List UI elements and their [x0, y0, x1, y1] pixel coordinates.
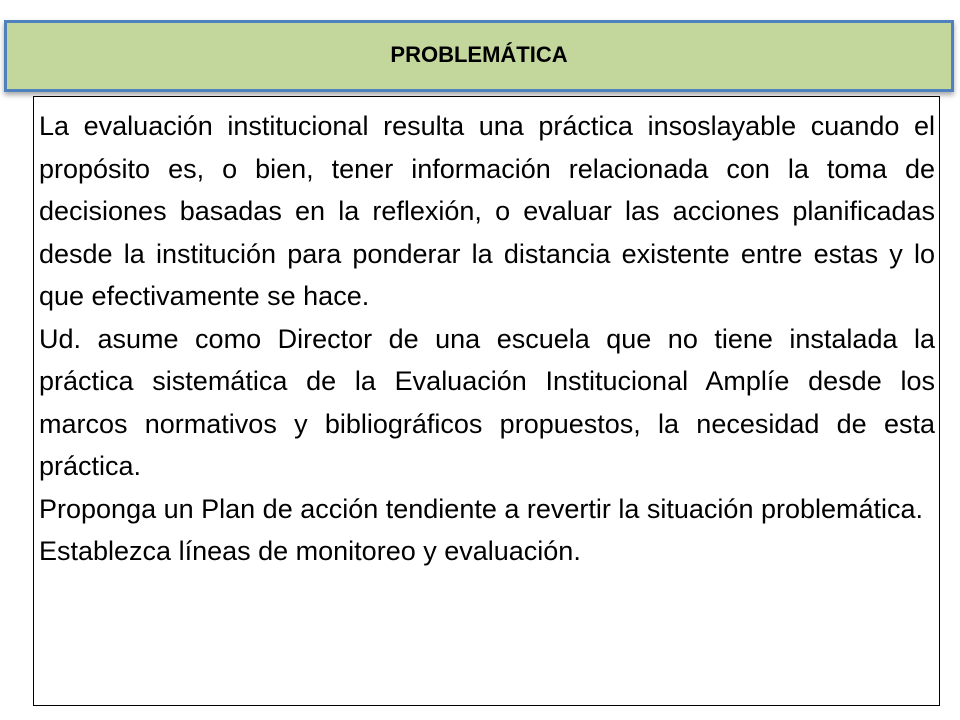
paragraph-context: La evaluación institucional resulta una práctica insoslayable cuando el propósito es, o bien, tener información relacionada con la toma de decisiones basadas en la reflexión, o evaluar las acciones planificadas desde la institución para ponderar la distancia existente entre estas y lo que efectivamente se hace.: [39, 111, 935, 311]
page-title: PROBLEMÁTICA: [390, 42, 568, 67]
title-banner: [4, 20, 954, 92]
paragraph-monitoring: Establezca líneas de monitoreo y evaluación.: [39, 536, 581, 566]
paragraph-action-plan: Proponga un Plan de acción tendiente a revertir la situación problemática.: [39, 493, 924, 524]
paragraph-scenario: Ud. asume como Director de una escuela que no tiene instalada la práctica sistemática de la Evaluación Institucional Amplíe desde los marcos normativos y bibliográficos propuestos, la necesidad de esta práctica.: [39, 323, 935, 481]
problem-statement-box: [33, 96, 940, 706]
